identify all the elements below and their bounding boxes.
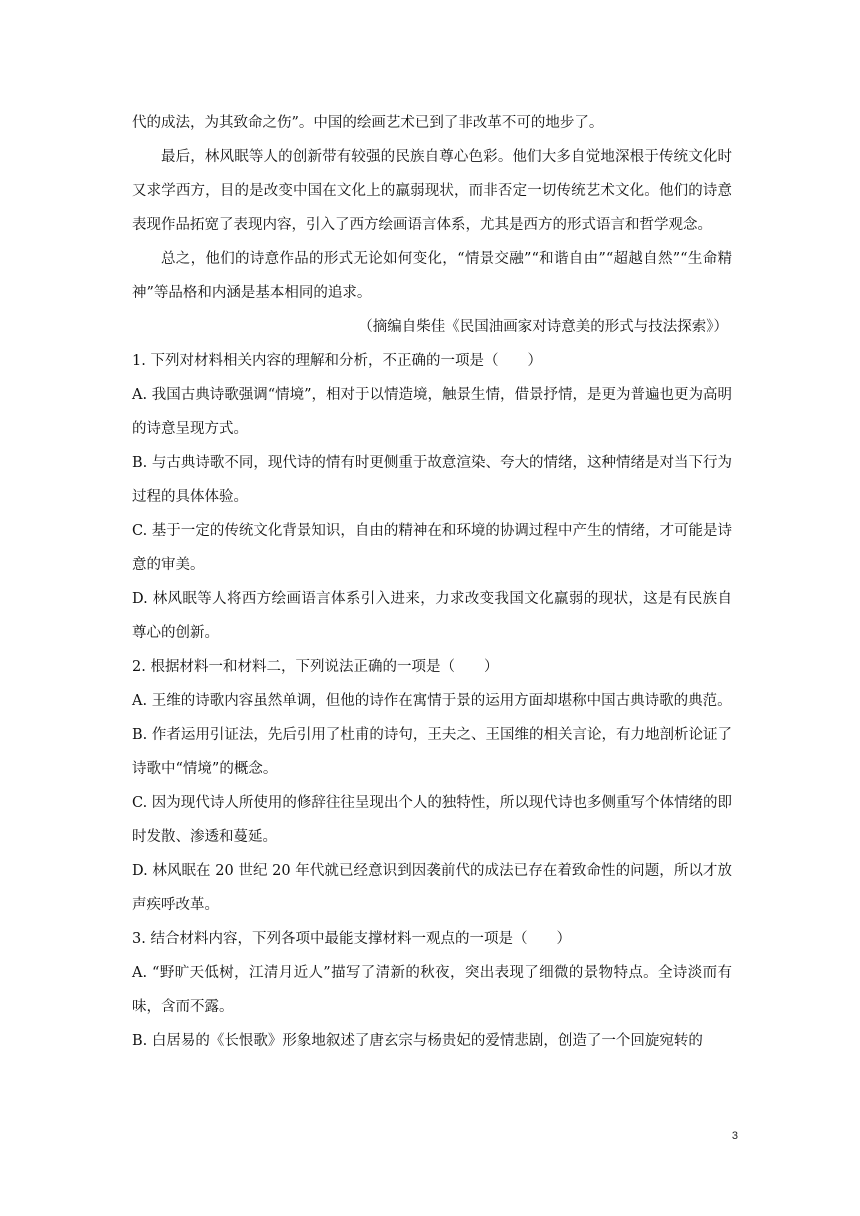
page-number: 3 [731, 1130, 738, 1142]
passage-paragraph-1: 代的成法，为其致命之伤”。中国的绘画艺术已到了非改革不可的地步了。 [132, 115, 604, 131]
option-a: A. 王维的诗歌内容虽然单调，但他的诗作在寓情于景的运用方面却堪称中国古典诗歌的典范。 [132, 693, 732, 709]
question-2 [132, 650, 732, 922]
option-d: D. 林风眠在 20 世纪 20 年代就已经意识到因袭前代的成法已存在着致命性的问题，所以才放声疾呼改革。 [132, 863, 732, 913]
page-content [132, 106, 732, 1058]
option-b: B. 与古典诗歌不同，现代诗的情有时更侧重于故意渲染、夸大的情绪，这种情绪是对当下行为过程的具体体验。 [132, 455, 732, 505]
question-stem: 3. 结合材料内容，下列各项中最能支撑材料一观点的一项是（ ） [132, 931, 571, 947]
passage-paragraph-3: 总之，他们的诗意作品的形式无论如何变化，“情景交融”“和谐自由”“超越自然”“生命精神”等品格和内涵是基本相同的追求。 [132, 251, 732, 301]
question-stem: 1. 下列对材料相关内容的理解和分析，不正确的一项是（ ） [132, 353, 542, 369]
option-d: D. 林风眠等人将西方绘画语言体系引入进来，力求改变我国文化羸弱的现状，这是有民族自尊心的创新。 [132, 591, 732, 641]
option-a: A. 我国古典诗歌强调“情境”，相对于以情造境，触景生情，借景抒情，是更为普遍也更为高明的诗意呈现方式。 [132, 387, 733, 437]
option-c: C. 因为现代诗人所使用的修辞往往呈现出个人的独特性，所以现代诗也多侧重写个体情绪的即时发散、渗透和蔓延。 [132, 795, 732, 845]
question-3 [132, 922, 732, 1058]
option-b: B. 白居易的《长恨歌》形象地叙述了唐玄宗与杨贵妃的爱情悲剧，创造了一个回旋宛转的 [132, 1033, 703, 1049]
passage-paragraph-2: 最后，林风眠等人的创新带有较强的民族自尊心色彩。他们大多自觉地深根于传统文化时又求学西方，目的是改变中国在文化上的羸弱现状，而非否定一切传统艺术文化。他们的诗意表现作品拓宽了表现内容，引入了西方绘画语言体系，尤其是西方的形式语言和哲学观念。 [132, 149, 732, 233]
option-b: B. 作者运用引证法，先后引用了杜甫的诗句，王夫之、王国维的相关言论，有力地剖析论证了诗歌中“情境”的概念。 [132, 727, 732, 777]
passage-source: （摘编自柴佳《民国油画家对诗意美的形式与技法探索》） [358, 319, 728, 335]
question-1 [132, 344, 732, 650]
question-stem: 2. 根据材料一和材料二，下列说法正确的一项是（ ） [132, 659, 499, 675]
option-c: C. 基于一定的传统文化背景知识，自由的精神在和环境的协调过程中产生的情绪，才可能是诗意的审美。 [132, 523, 732, 573]
option-a: A. “野旷天低树，江清月近人”描写了清新的秋夜，突出表现了细微的景物特点。全诗淡而有味，含而不露。 [132, 965, 732, 1015]
